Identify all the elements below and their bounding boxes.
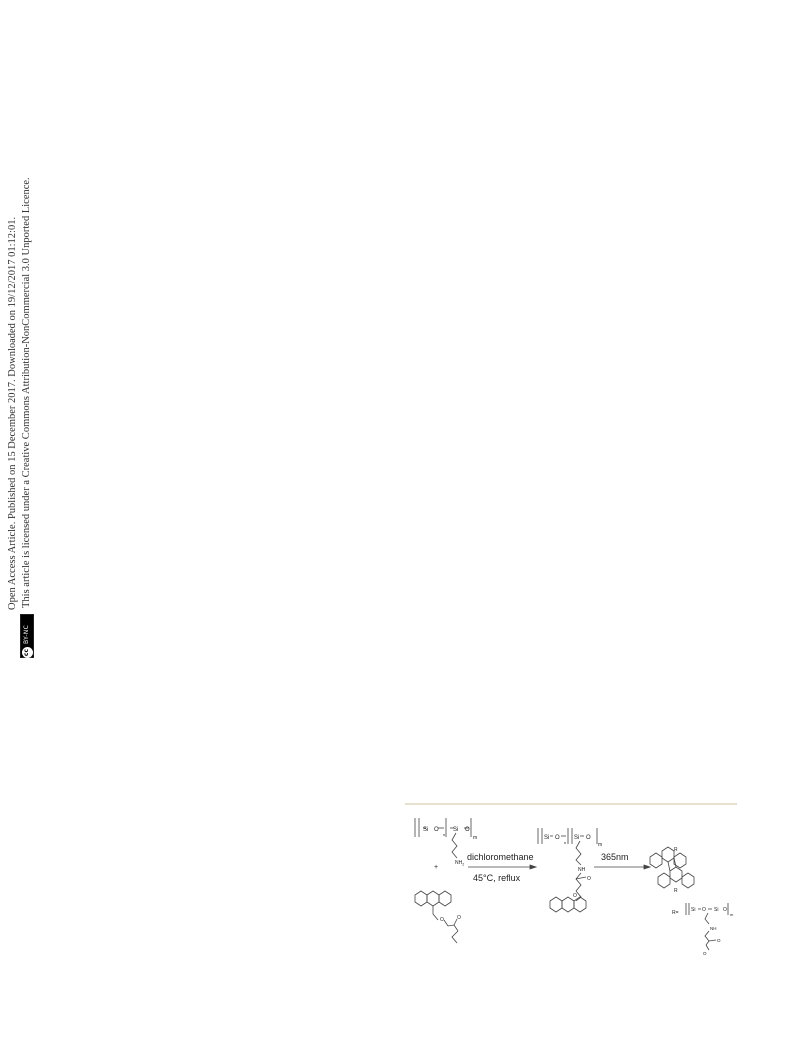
o-label-6: O (723, 907, 727, 913)
si-label-2: Si (453, 827, 459, 833)
cc-license-type: BY-NC (23, 624, 30, 644)
nh-label-2: NH (710, 926, 717, 931)
m-subscript-2: m (598, 842, 603, 848)
o-label-3: O (555, 835, 560, 841)
reaction-scheme-figure (410, 815, 750, 965)
o-label-5: O (702, 907, 706, 913)
si-label-6: Si (714, 907, 719, 913)
si-label-4: Si (574, 835, 580, 841)
article-license-notice (0, 0, 46, 1039)
n-subscript-1: n (443, 832, 446, 837)
r-group-bottom: R (674, 888, 678, 894)
figure-top-rule (405, 803, 737, 805)
o-label-2: O (465, 827, 470, 833)
n-subscript-2: n (564, 840, 567, 845)
carbonyl-o-label-1: O (587, 876, 591, 882)
reagent-top-label: dichloromethane (467, 852, 534, 862)
o-label-1: O (434, 827, 439, 833)
r-definition-label: R= (672, 910, 679, 916)
irradiation-label: 365nm (601, 852, 629, 862)
carbonyl-o-label-2: O (717, 938, 721, 943)
reaction-scheme-svg (410, 815, 750, 965)
nh-label-1: NH (578, 867, 586, 873)
m-subscript-3: m (730, 912, 734, 917)
reagent-bottom-label: 45°C, reflux (473, 873, 521, 883)
si-label-3: Si (544, 835, 550, 841)
acrylate-o-label: O (457, 915, 461, 921)
o-label-4: O (586, 835, 591, 841)
license-notice-text[interactable]: This article is licensed under a Creative Commons Attribution-NonCommercial 3.0 Unported Licence. (21, 177, 32, 608)
ester-o-label-2: O (573, 893, 577, 899)
creative-commons-badge-icon[interactable] (20, 614, 34, 658)
ester-o-label-3: O (703, 951, 707, 956)
si-label-1: Si (423, 827, 429, 833)
r-group-top: R (674, 847, 678, 853)
ester-o-label: O (440, 917, 444, 923)
m-subscript-1: m (473, 835, 478, 841)
amine-label: $NH_2$ (455, 860, 465, 867)
si-label-5: Si (691, 907, 696, 913)
publication-notice-text: Open Access Article. Published on 15 December 2017. Downloaded on 19/12/2017 01:12:01. (7, 216, 18, 610)
plus-sign: + (434, 864, 439, 871)
cc-logo-icon: cc (22, 647, 33, 658)
